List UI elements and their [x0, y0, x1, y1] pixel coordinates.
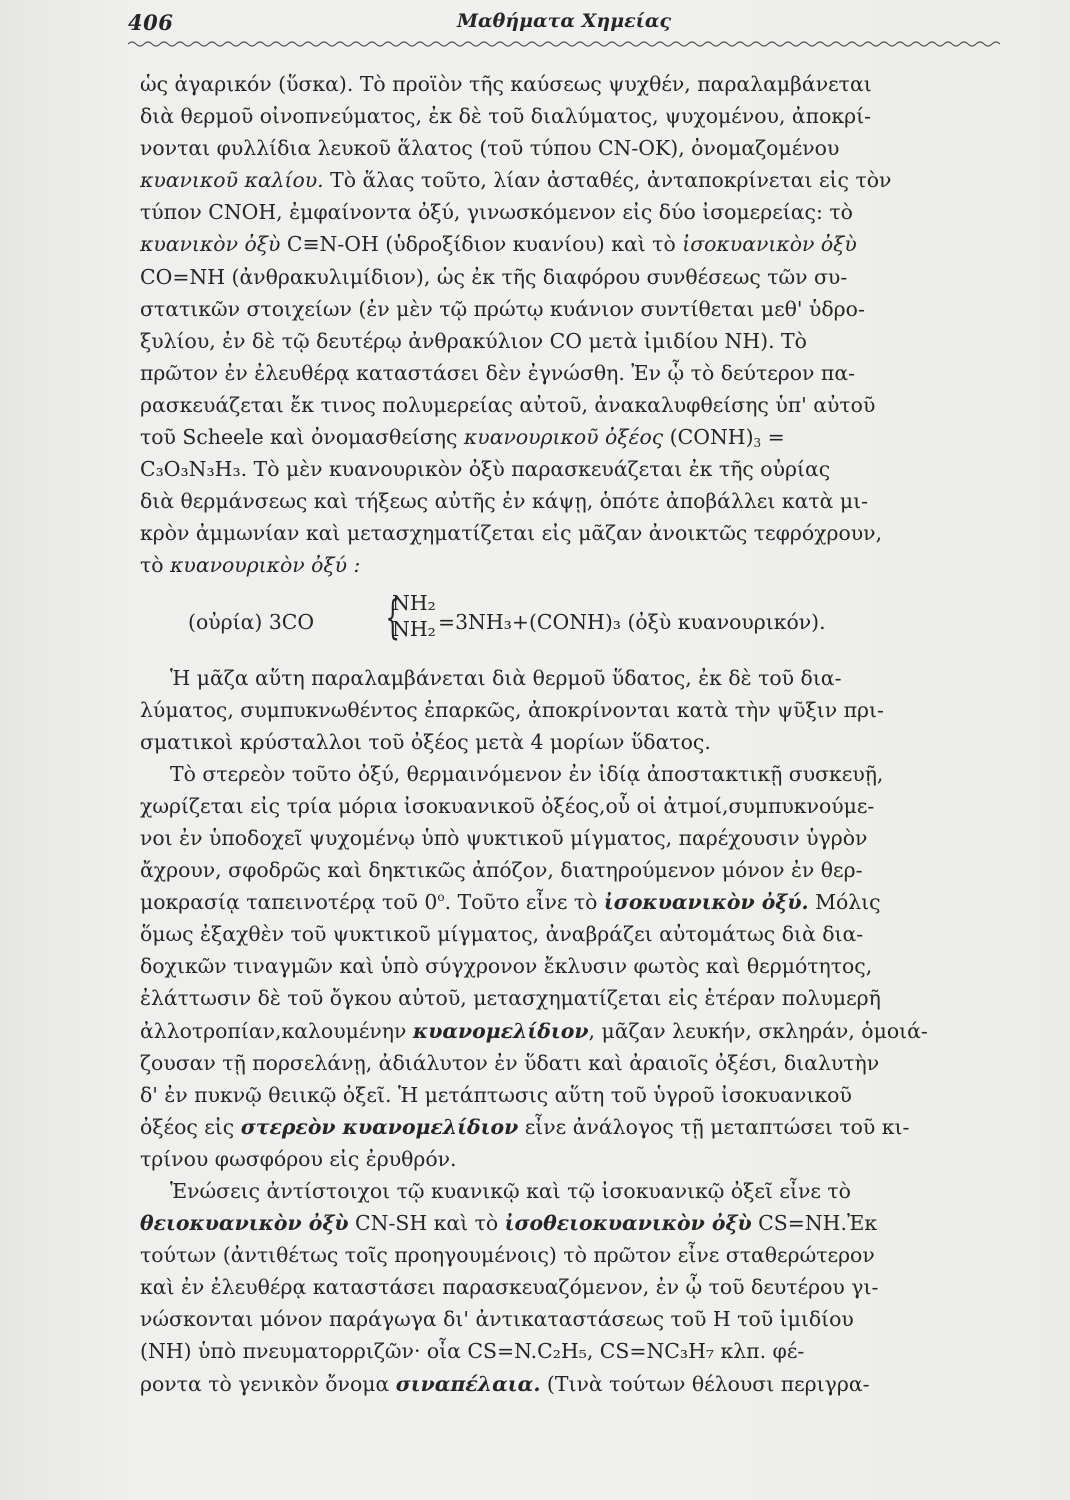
text-run: τὸ	[140, 553, 171, 578]
text-line: ὡς ἀγαρικόν (ὕσκα). Τὸ προϊὸν τῆς καύσεως ψυχθέν, παραλαμβάνεται	[140, 72, 872, 96]
text-line	[140, 1111, 1005, 1143]
text-line	[140, 1207, 1005, 1239]
text-run: ροντα τὸ γενικὸν ὄνομα	[140, 1371, 396, 1396]
term-thiocyanic-acid: θειοκυανικὸν ὀξὺ	[140, 1211, 349, 1236]
formula: C≡N-OH	[280, 232, 379, 257]
text-line	[140, 421, 1005, 453]
page-number: 406	[128, 10, 174, 35]
text-line	[140, 886, 1005, 918]
term-cyamelide: κυανομελίδιον	[412, 1018, 589, 1043]
equation-nh2-top: NH₂	[392, 590, 436, 615]
chemical-equation	[140, 584, 1005, 658]
text-line: κρὸν ἀμμωνίαν καὶ μετασχηματίζεται εἰς μᾶζαν ἀνοικτῶς τεφρόχρουν,	[140, 521, 883, 546]
text-line: ἐλάττωσιν δὲ τοῦ ὄγκου αὐτοῦ, μετασχηματίζεται εἰς ἑτέραν πολυμερῆ	[140, 986, 881, 1011]
text-run: Τὸ μὲν κυανουρικὸν ὀξὺ παρασκευάζεται ἐκ τῆς οὐρίας	[247, 457, 831, 482]
text-line: ξυλίου, ἐν δὲ τῷ δευτέρῳ ἀνθρακύλιον CO μετὰ ἰμιδίου NH). Τὸ	[140, 328, 807, 353]
formula: (CONH)	[663, 425, 754, 450]
text-line	[140, 164, 1005, 196]
term-isocyanic-acid: ἰσοκυανικὸν ὀξὺ	[682, 232, 857, 257]
text-line: πρῶτον ἐν ἐλευθέρᾳ καταστάσει δὲν ἐγνώσθη. Ἐν ᾧ τὸ δεύτερον πα-	[140, 360, 855, 385]
text-line	[140, 1015, 1005, 1047]
text-run: (Τινὰ τούτων θέλουσι περιγρα-	[540, 1371, 870, 1396]
text-run: CS=NH.Ἐκ	[751, 1211, 878, 1236]
text-run: , μᾶζαν λευκήν, σκληράν, ὁμοιά-	[588, 1018, 928, 1043]
text-line: ἄχρουν, σφοδρῶς καὶ δηκτικῶς ἀπόζον, διατηρούμενον μόνον ἐν θερ-	[140, 858, 863, 883]
paragraph-2	[140, 662, 1005, 758]
text-line	[140, 453, 1005, 485]
text-line: διὰ θερμοῦ οἰνοπνεύματος, ἐκ δὲ τοῦ διαλύματος, ψυχομένου, ἀποκρί-	[140, 104, 871, 129]
equation-left: (οὐρία) 3CO	[188, 609, 315, 634]
body-text	[140, 68, 1005, 1400]
formula: C₃O₃N₃H₃.	[140, 457, 248, 482]
term-solid-cyamelide: στερεὸν κυανομελίδιον	[240, 1114, 519, 1139]
paragraph-1	[140, 68, 1005, 582]
text-run: CN-SH καὶ τὸ	[348, 1211, 505, 1236]
text-line: νοι ἐν ὑποδοχεῖ ψυχομένῳ ὑπὸ ψυκτικοῦ μίγματος, παρέχουσιν ὑγρὸν	[140, 825, 868, 850]
text-line: στατικῶν στοιχείων (ἐν μὲν τῷ πρώτῳ κυάνιον συντίθεται μεθ' ὑδρο-	[140, 296, 865, 321]
text-run: (ὑδροξίδιον κυανίου) καὶ τὸ	[378, 232, 683, 257]
text-line: νώσκονται μόνον παράγωγα δι' ἀντικαταστάσεως τοῦ Η τοῦ ἰμιδίου	[140, 1307, 854, 1332]
text-line	[140, 549, 1005, 581]
term-isothiocyanic-acid: ἰσοθειοκυανικὸν ὀξὺ	[504, 1211, 752, 1236]
text-run: Τὸ ἅλας τοῦτο, λίαν ἀσταθές, ἀνταποκρίνεται εἰς τὸν	[323, 168, 892, 193]
brace-glyph: {	[385, 589, 400, 644]
text-line: τρίνου φωσφόρου εἰς ἐρυθρόν.	[140, 1146, 457, 1171]
text-line: τύπον CNOH, ἐμφαίνοντα ὀξύ, γινωσκόμενον εἰς δύο ἰσομερείας: τὸ	[140, 200, 853, 225]
term-isocyanic-acid: ἰσοκυανικὸν ὀξύ.	[603, 890, 809, 915]
paragraph-4	[140, 1175, 1005, 1400]
text-line: χωρίζεται εἰς τρία μόρια ἰσοκυανικοῦ ὀξέος,οὗ οἱ ἀτμοί,συμπυκνούμε-	[140, 793, 875, 818]
text-line	[140, 1368, 1005, 1400]
text-line: Ἑνώσεις ἀντίστοιχοι τῷ κυανικῷ καὶ τῷ ἰσοκυανικῷ ὀξεῖ εἶνε τὸ	[170, 1179, 851, 1203]
text-line: διὰ θερμάνσεως καὶ τήξεως αὐτῆς ἐν κάψῃ, ὁπότε ἀποβάλλει κατὰ μι-	[140, 489, 869, 514]
text-line: τούτων (ἀντιθέτως τοῖς προηγουμένοις) τὸ πρῶτον εἶνε σταθερώτερον	[140, 1243, 875, 1268]
subscript: 3	[753, 436, 762, 451]
text-line: σματικοὶ κρύσταλλοι τοῦ ὀξέος μετὰ 4 μορίων ὕδατος.	[140, 729, 711, 754]
text-line: νονται φυλλίδια λευκοῦ ἅλατος (τοῦ τύπου CN-OK), ὀνομαζομένου	[140, 136, 840, 161]
text-line	[140, 228, 1005, 260]
text-line: λύματος, συμπυκνωθέντος ἐπαρκῶς, ἀποκρίνονται κατὰ τὴν ψῦξιν πρι-	[140, 697, 884, 722]
running-title: Μαθήματα Χημείας	[456, 10, 672, 32]
text-run: Μόλις	[808, 890, 881, 915]
equation-amine-stack	[392, 590, 436, 642]
degree-superscript: ο	[437, 890, 445, 905]
term-cyanic-acid: κυανικὸν ὀξὺ	[140, 232, 281, 257]
text-line: ρασκευάζεται ἔκ τινος πολυμερείας αὐτοῦ, ἀνακαλυφθείσης ὑπ' αὐτοῦ	[140, 392, 876, 417]
text-line: δοχικῶν τιναγμῶν καὶ ὑπὸ σύγχρονον ἔκλυσιν φωτὸς καὶ θερμότητος,	[140, 954, 873, 979]
text-line: (NH) ὑπὸ πνευματορριζῶν· οἷα CS=N.C₂H₅, CS=NC₃H₇ κλπ. φέ-	[140, 1339, 805, 1364]
wavy-header-rule	[128, 40, 1000, 48]
text-run: εἶνε ἀνάλογος τῇ μεταπτώσει τοῦ κι-	[518, 1114, 910, 1139]
text-line: ζουσαν τῇ πορσελάνῃ, ἀδιάλυτον ἐν ὕδατι καὶ ἀραιοῖς ὀξέσι, διαλυτὴν	[140, 1050, 880, 1075]
text-run: ὀξέος εἰς	[140, 1114, 241, 1139]
text-run: τοῦ Scheele καὶ ὀνομασθείσης	[140, 425, 464, 450]
page-header	[128, 10, 1000, 40]
text-line: Ἡ μᾶζα αὕτη παραλαμβάνεται διὰ θερμοῦ ὕδατος, ἐκ δὲ τοῦ δια-	[170, 665, 842, 690]
text-run: . Τοῦτο εἶνε τὸ	[444, 890, 604, 915]
equation-right: =3NH₃+(CONH)₃ (ὀξὺ κυανουρικόν).	[438, 609, 826, 634]
text-line: δ' ἐν πυκνῷ θειικῷ ὀξεῖ. Ἡ μετάπτωσις αὕτη τοῦ ὑγροῦ ἰσοκυανικοῦ	[140, 1082, 852, 1107]
term-cyanuric-acid: κυανουρικοῦ ὀξέος	[463, 425, 664, 450]
text-line: καὶ ἐν ἐλευθέρᾳ καταστάσει παρασκευαζόμενον, ἐν ᾧ τοῦ δευτέρου γι-	[140, 1275, 879, 1300]
text-line: Τὸ στερεὸν τοῦτο ὀξύ, θερμαινόμενον ἐν ἰδίᾳ ἀποστακτικῇ συσκευῇ,	[170, 761, 884, 786]
text-line: CO=NH (ἀνθρακυλιμίδιον), ὡς ἐκ τῆς διαφόρου συνθέσεως τῶν συ-	[140, 264, 848, 289]
text-run: μοκρασίᾳ ταπεινοτέρᾳ τοῦ 0	[140, 890, 438, 915]
text-line: ὅμως ἐξαχθὲν τοῦ ψυκτικοῦ μίγματος, ἀναβράζει αὐτομάτως διὰ δια-	[140, 922, 864, 947]
text-run: =	[761, 425, 785, 450]
term-cyanuric-acid: κυανουρικὸν ὀξύ :	[170, 553, 361, 578]
term-potassium-cyanate: κυανικοῦ καλίου.	[140, 168, 324, 193]
paragraph-3	[140, 758, 1005, 1175]
term-mustard-oils: σιναπέλαια.	[395, 1371, 541, 1396]
equation-nh2-bottom: NH₂	[392, 616, 436, 641]
text-run: ἀλλοτροπίαν,καλουμένην	[140, 1018, 413, 1043]
